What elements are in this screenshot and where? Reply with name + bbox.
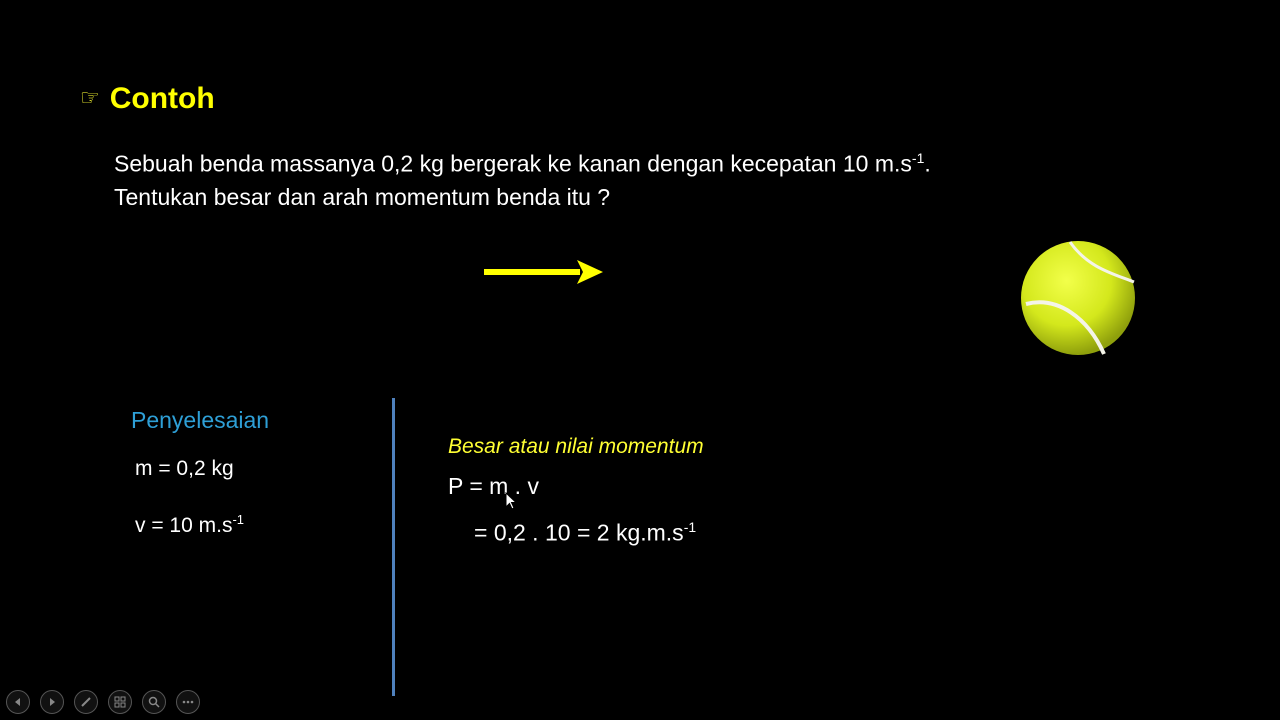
mouse-cursor-icon [505, 492, 517, 510]
momentum-result-sup: -1 [683, 519, 697, 535]
divider-line [392, 398, 395, 696]
question-line-1-text: Sebuah benda massanya 0,2 kg bergerak ke kanan dengan kecepatan 10 m.s [114, 150, 912, 177]
pointing-hand-icon: ☞ [80, 86, 100, 111]
zoom-button[interactable] [142, 690, 166, 714]
given-velocity [135, 506, 244, 540]
question-line-1-end: . [924, 150, 931, 177]
momentum-heading: Besar atau nilai momentum [448, 435, 704, 458]
more-options-button[interactable] [176, 690, 200, 714]
more-icon [181, 695, 195, 709]
slide-title: Contoh [109, 82, 215, 115]
given-mass: m = 0,2 kg [135, 457, 234, 480]
question-text [114, 142, 931, 214]
title-row [80, 82, 215, 116]
momentum-result-text: = 0,2 . 10 = 2 kg.m.s [474, 519, 684, 546]
pen-icon [79, 695, 93, 709]
previous-icon [11, 695, 25, 709]
question-line-1-sup: -1 [911, 150, 925, 166]
tennis-ball-icon [1018, 238, 1138, 358]
question-line-2: Tentukan besar dan arah momentum benda itu ? [114, 183, 611, 210]
question-line-1 [114, 142, 931, 181]
direction-arrow-icon [483, 258, 607, 286]
next-slide-button[interactable] [40, 690, 64, 714]
momentum-result [474, 512, 696, 548]
pen-tool-button[interactable] [74, 690, 98, 714]
slides-icon [113, 695, 127, 709]
see-all-slides-button[interactable] [108, 690, 132, 714]
next-icon [45, 695, 59, 709]
given-velocity-text: v = 10 m.s [135, 514, 233, 537]
zoom-icon [147, 695, 161, 709]
slideshow-toolbar [6, 690, 200, 714]
momentum-formula: P = m . v [448, 473, 539, 499]
given-velocity-sup: -1 [232, 512, 245, 527]
previous-slide-button[interactable] [6, 690, 30, 714]
solution-heading: Penyelesaian [131, 407, 270, 433]
